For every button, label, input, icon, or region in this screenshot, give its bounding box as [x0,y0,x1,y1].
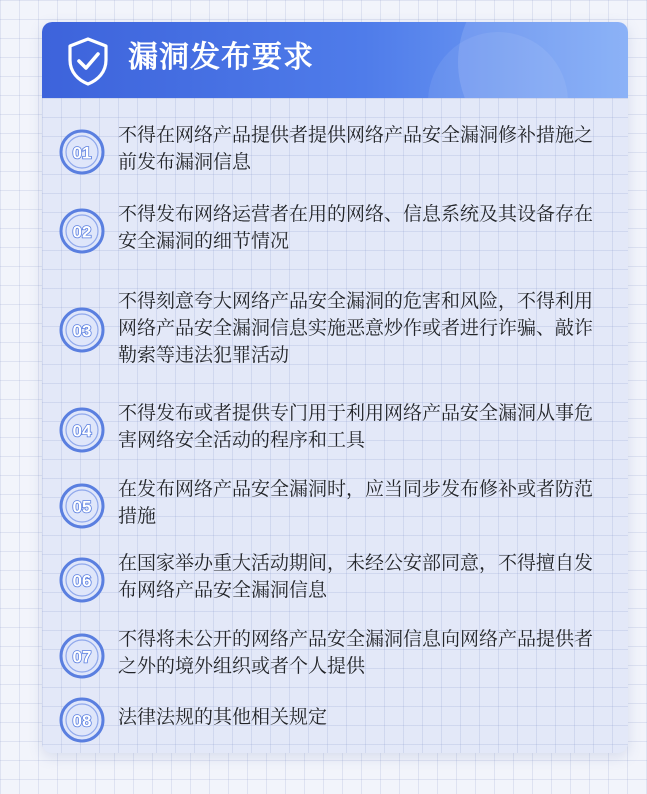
number-badge [58,696,106,744]
badge-number: 04 [72,421,92,441]
badge-number: 02 [72,222,92,242]
item-text: 在发布网络产品安全漏洞时，应当同步发布修补或者防范措施 [118,478,594,527]
badge-number: 05 [72,497,92,517]
item-text: 不得在网络产品提供者提供网络产品安全漏洞修补措施之前发布漏洞信息 [118,124,594,173]
item-text: 不得刻意夸大网络产品安全漏洞的危害和风险，不得利用网络产品安全漏洞信息实施恶意炒作或者进行诈骗、敲诈勒索等违法犯罪活动 [118,290,594,366]
number-badge [58,128,106,176]
badge-number: 07 [72,647,92,667]
number-badge [58,207,106,255]
item-text: 不得发布网络运营者在用的网络、信息系统及其设备存在安全漏洞的细节情况 [118,203,594,252]
number-badge [58,556,106,604]
requirements-card [42,22,628,753]
card-header [42,22,628,98]
badge-number: 01 [72,143,92,163]
item-text: 法律法规的其他相关规定 [118,706,328,728]
item-text: 不得将未公开的网络产品安全漏洞信息向网络产品提供者之外的境外组织或者个人提供 [118,628,594,677]
item-text: 在国家举办重大活动期间，未经公安部同意，不得擅自发布网络产品安全漏洞信息 [118,552,594,601]
shield-check-icon [66,36,110,86]
number-badge [58,482,106,530]
number-badge [58,632,106,680]
item-text: 不得发布或者提供专门用于利用网络产品安全漏洞从事危害网络安全活动的程序和工具 [118,402,594,451]
number-badge [58,406,106,454]
badge-number: 03 [72,321,92,341]
number-badge [58,306,106,354]
page-title: 漏洞发布要求 [128,40,314,75]
badge-number: 06 [72,571,92,591]
badge-number: 08 [72,711,92,731]
